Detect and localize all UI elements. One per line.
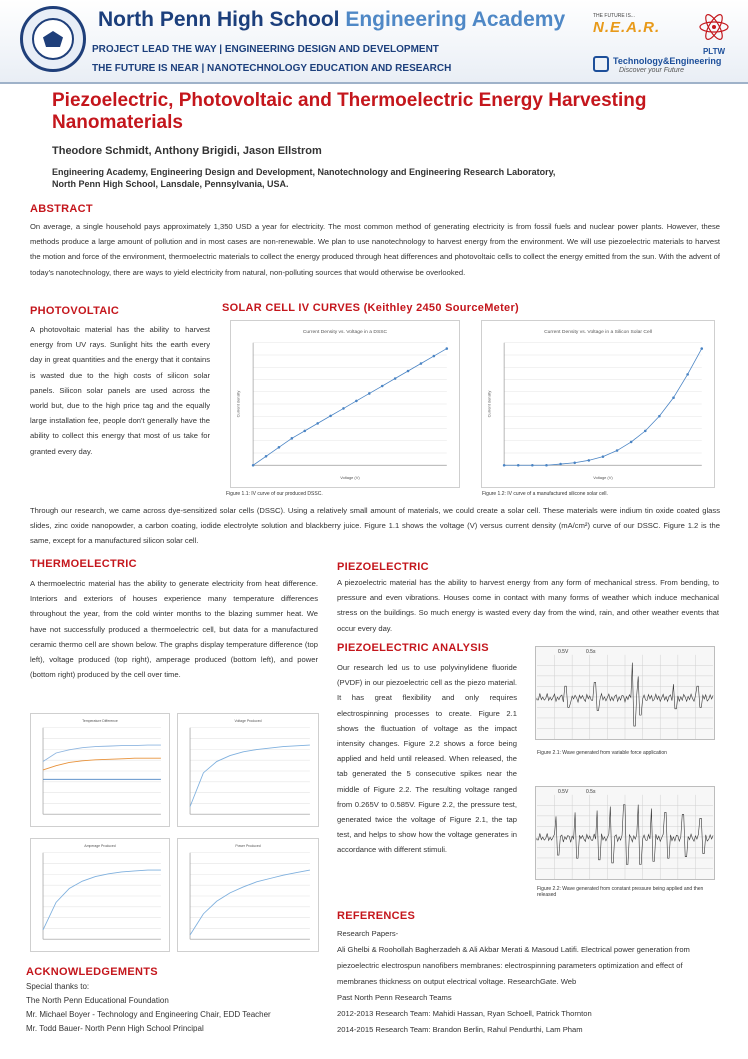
thermoelectric-heading: THERMOELECTRIC [30,558,137,570]
figure-1-1-caption: Figure 1.1: IV curve of our produced DSSC. [226,491,323,497]
dssc-chart-xlabel: Voltage (V) [340,475,360,481]
tech-eng-tagline: Discover your Future [619,67,684,74]
silicon-iv-chart [481,320,715,488]
dssc-chart-data-point [407,370,410,373]
pltw-logo [696,12,732,58]
amperage-produced-chart [30,838,170,952]
osc1-scale-t: 0.5s [586,649,596,655]
pltw-text: PLTW [702,47,726,56]
silicon-chart-data-point [588,459,591,462]
silicon-chart-data-point [658,415,661,418]
osc2-scale-v: 0.5V [558,789,569,795]
osc2-scale-t: 0.5s [586,789,596,795]
affiliation-line-1: Engineering Academy, Engineering Design and Development, Nanotechnology and Engineering Research Laboratory, [52,167,556,177]
dssc-chart-data-point [265,455,268,458]
ack-line: Mr. Michael Boyer - Technology and Engineering Chair, EDD Teacher [26,1010,271,1019]
school-title [98,8,565,32]
piezoelectric-heading: PIEZOELECTRIC [337,561,429,573]
dssc-chart-data-point [381,385,384,388]
tech-eng-icon [593,56,609,72]
figure-1-2-caption: Figure 1.2: IV curve of a manufactured silicone solar cell. [482,491,608,497]
dssc-chart-data-point [394,377,397,380]
figure-2-2-waveform-svg [536,787,714,879]
abstract-text: On average, a single household pays approximately 1,350 USD a year for electricity. The most common method of generating electricity is from fossil fuels and nuclear power plants. However, these methods produce a large amount of pollution and in most cases are non-renewable. We plan to use nanotechnology to harvest energy from the environment. We will use piezoelectric materials to harvest the motion and force of the environment, thermoelectric materials to collect the energy produced through heat differences and photovoltaic cells to collect the energy emitted from the sun. With the advent of today's nanotechnology, there are ways to yield electricity from natural, non-polluting sources that would otherwise be overlooked. [30,222,720,277]
near-logo-text: N.E.A.R. [593,19,661,36]
silicon-chart-data-point [531,464,534,467]
piezo-analysis-heading: PIEZOELECTRIC ANALYSIS [337,642,489,654]
silicon-chart-data-point [700,347,703,350]
photovoltaic-text: A photovoltaic material has the ability to harvest energy from UV rays. Sunlight hits the earth every day in great quantities and the energy that it contains is wasted due to the high costs of silicon solar panels. Silicon solar panels are used across the world but, due to the high price tag and the equally large installation fee, people don't generally have the ability to collect this energy that most of us take for granted every day. [30,325,210,456]
ack-line: The North Penn Educational Foundation [26,996,169,1005]
silicon-chart-data-point [644,430,647,433]
header-subtitle-2: THE FUTURE IS NEAR | NANOTECHNOLOGY EDUCATION AND RESEARCH [92,63,452,74]
temperature-difference-title: Temperature Difference [82,718,118,723]
amperage-produced-series-line [43,870,161,930]
affiliation-line-2: North Penn High School, Lansdale, Pennsylvania, USA. [52,179,289,189]
figure-2-1-caption: Figure 2.1: Wave generated from variable force application [537,750,667,756]
dssc-chart-data-point [420,362,423,365]
power-produced-chart-svg [178,839,318,951]
reference-line: 2014-2015 Research Team: Brandon Berlin, Rahul Pendurthi, Lam Pham [337,1025,583,1034]
ack-line: Special thanks to: [26,982,90,991]
temperature-difference-chart [30,713,170,827]
silicon-chart-data-point [686,373,689,376]
silicon-chart-data-point [672,396,675,399]
power-produced-title: Power Produced [235,843,261,848]
amperage-produced-title: Amperage Produced [84,843,116,848]
atom-icon [698,12,730,42]
school-name: North Penn High School [98,8,340,31]
dssc-chart-title: Current Density vs. Voltage in a DSSC [302,329,388,335]
dssc-chart-data-point [291,437,294,440]
dssc-chart-data-point [329,415,332,418]
silicon-chart-data-point [517,464,520,467]
dssc-chart-data-point [445,347,448,350]
poster-title: Piezoelectric, Photovoltaic and Thermoelectric Energy Harvesting Nanomaterials [52,90,647,133]
silicon-chart-series-line [504,349,702,466]
silicon-iv-chart-svg [482,321,714,487]
dssc-iv-chart [230,320,460,488]
iv-curves-heading: SOLAR CELL IV CURVES (Keithley 2450 SourceMeter) [222,302,520,314]
amperage-produced-chart-svg [31,839,169,951]
temperature-difference-series-line [43,745,161,761]
voltage-produced-title: Voltage Produced [234,718,262,723]
affiliation [52,166,692,190]
header-banner [0,0,748,84]
near-logo [593,13,683,45]
silicon-chart-ylabel: Current density [486,390,492,418]
silicon-chart-data-point [545,464,548,467]
ack-line: Mr. Todd Bauer- North Penn High School Principal [26,1024,204,1033]
silicon-chart-data-point [503,464,506,467]
figure-2-1-waveform-svg [536,647,714,739]
acknowledgements-list [26,980,326,1036]
silicon-chart-data-point [616,449,619,452]
dssc-chart-data-point [342,407,345,410]
silicon-chart-title: Current Density vs. Voltage in a Silicon Solar Cell [544,329,652,335]
osc1-scale-v: 0.5V [558,649,569,655]
academy-name: Engineering Academy [345,8,566,31]
school-seal-icon [20,6,86,72]
power-produced-chart [177,838,319,952]
dssc-chart-data-point [355,400,358,403]
thermoelectric-text: A thermoelectric material has the ability to generate electricity from heat difference. Interiors and exteriors of houses experience many temperature differences throughout the year, from the cold winter months to the blazing summer heat. We have not successfully produced a thermoelectric cell, but data for a manufactured ceramic thermo cell are shown below. The graphs display temperature difference (top left), voltage produced (top right), amperage produced (bottom left), and power (bottom right) produced by the cell over time. [30,579,318,680]
references-heading: REFERENCES [337,910,416,922]
abstract-heading: ABSTRACT [30,203,93,215]
piezo-analysis-text: Our research led us to use polyvinylidene fluoride (PVDF) in our piezoelectric cell as the piezo material. It has great flexibility and only requires electrospinning processes to create. Figure 2.1 shows the fluctuation of voltage as the impact intensity changes. Figure 2.2 shows a force being applied and held until released. When released, the tab generated the 5 consecutive spikes near the middle of Figure 2.2. The resulting voltage ranged from 0.265V to 0.585V. Figure 2.2, the pressure test, generated twice the voltage of Figure 2.1, the tap test, and helps to show how the voltage generates in accordance with different stimuli. [337,663,517,855]
reference-line: Past North Penn Research Teams [337,993,452,1002]
near-logo-small: THE FUTURE IS... [593,13,635,19]
dssc-chart-data-point [278,446,281,449]
photovoltaic-continued-text: Through our research, we came across dye-sensitized solar cells (DSSC). Using a relatively small amount of materials, we could create a solar cell. These materials were indium tin oxide coated glass slides, zinc oxide nanopowder, a carbon coating, iodide electrolyte solution and blackberry juice. Figure 1.1 shows the voltage (V) versus current density (mA/cm²) curve of our DSSC. Figure 1.2 is the same, except for a manufactured silicon solar cell. [30,506,720,546]
acknowledgements-heading: ACKNOWLEDGEMENTS [26,966,158,978]
tech-eng-title: Technology&Engineering [613,56,722,66]
header-subtitle-1: PROJECT LEAD THE WAY | ENGINEERING DESIGN AND DEVELOPMENT [92,44,439,55]
piezoelectric-text: A piezoelectric material has the ability to harvest energy from any form of mechanical stress. From bending, to pressure and even vibrations. Houses come in contact with many forms of weather which induce mechanical stress on the buildings. So much energy is wasted every day from the wind, rain, and other weather events that occur every day. [337,578,719,633]
dssc-chart-data-point [252,464,255,467]
voltage-produced-chart-svg [178,714,318,826]
voltage-produced-series-line [190,745,310,807]
silicon-chart-data-point [573,462,576,465]
dssc-iv-chart-svg [231,321,459,487]
photovoltaic-heading: PHOTOVOLTAIC [30,305,120,317]
silicon-chart-data-point [630,441,633,444]
reference-line: 2012-2013 Research Team: Mahidi Hassan, Ryan Schoell, Patrick Thornton [337,1009,592,1018]
dssc-chart-data-point [433,355,436,358]
power-produced-series-line [190,870,310,935]
reference-line: Research Papers- [337,929,399,938]
authors: Theodore Schmidt, Anthony Brigidi, Jason Ellstrom [52,145,322,157]
dssc-chart-data-point [368,392,371,395]
dssc-chart-data-point [316,422,319,425]
silicon-chart-data-point [559,463,562,466]
figure-2-1-waveform [535,646,715,740]
tech-eng-logo [593,56,743,78]
silicon-chart-xlabel: Voltage (V) [593,475,613,481]
figure-2-2-caption: Figure 2.2: Wave generated from constant pressure being applied and then released [537,886,704,898]
reference-line: Ali Ghelbi & Roohollah Bagherzadeh & Ali Akbar Merati & Masoud Latifi. Electrical power generation from piezoelectric electrospun nanofibers membranes: electrospinning parameters optimization and effect of membranes thickness on output electrical voltage. ResearchGate. Web [337,945,690,986]
figure-2-2-waveform [535,786,715,880]
dssc-chart-ylabel: Current density [235,390,241,418]
temperature-difference-chart-svg [31,714,169,826]
silicon-chart-data-point [602,455,605,458]
dssc-chart-data-point [303,430,306,433]
dssc-chart-series-line [253,349,447,466]
voltage-produced-chart [177,713,319,827]
references-list [337,926,722,1038]
